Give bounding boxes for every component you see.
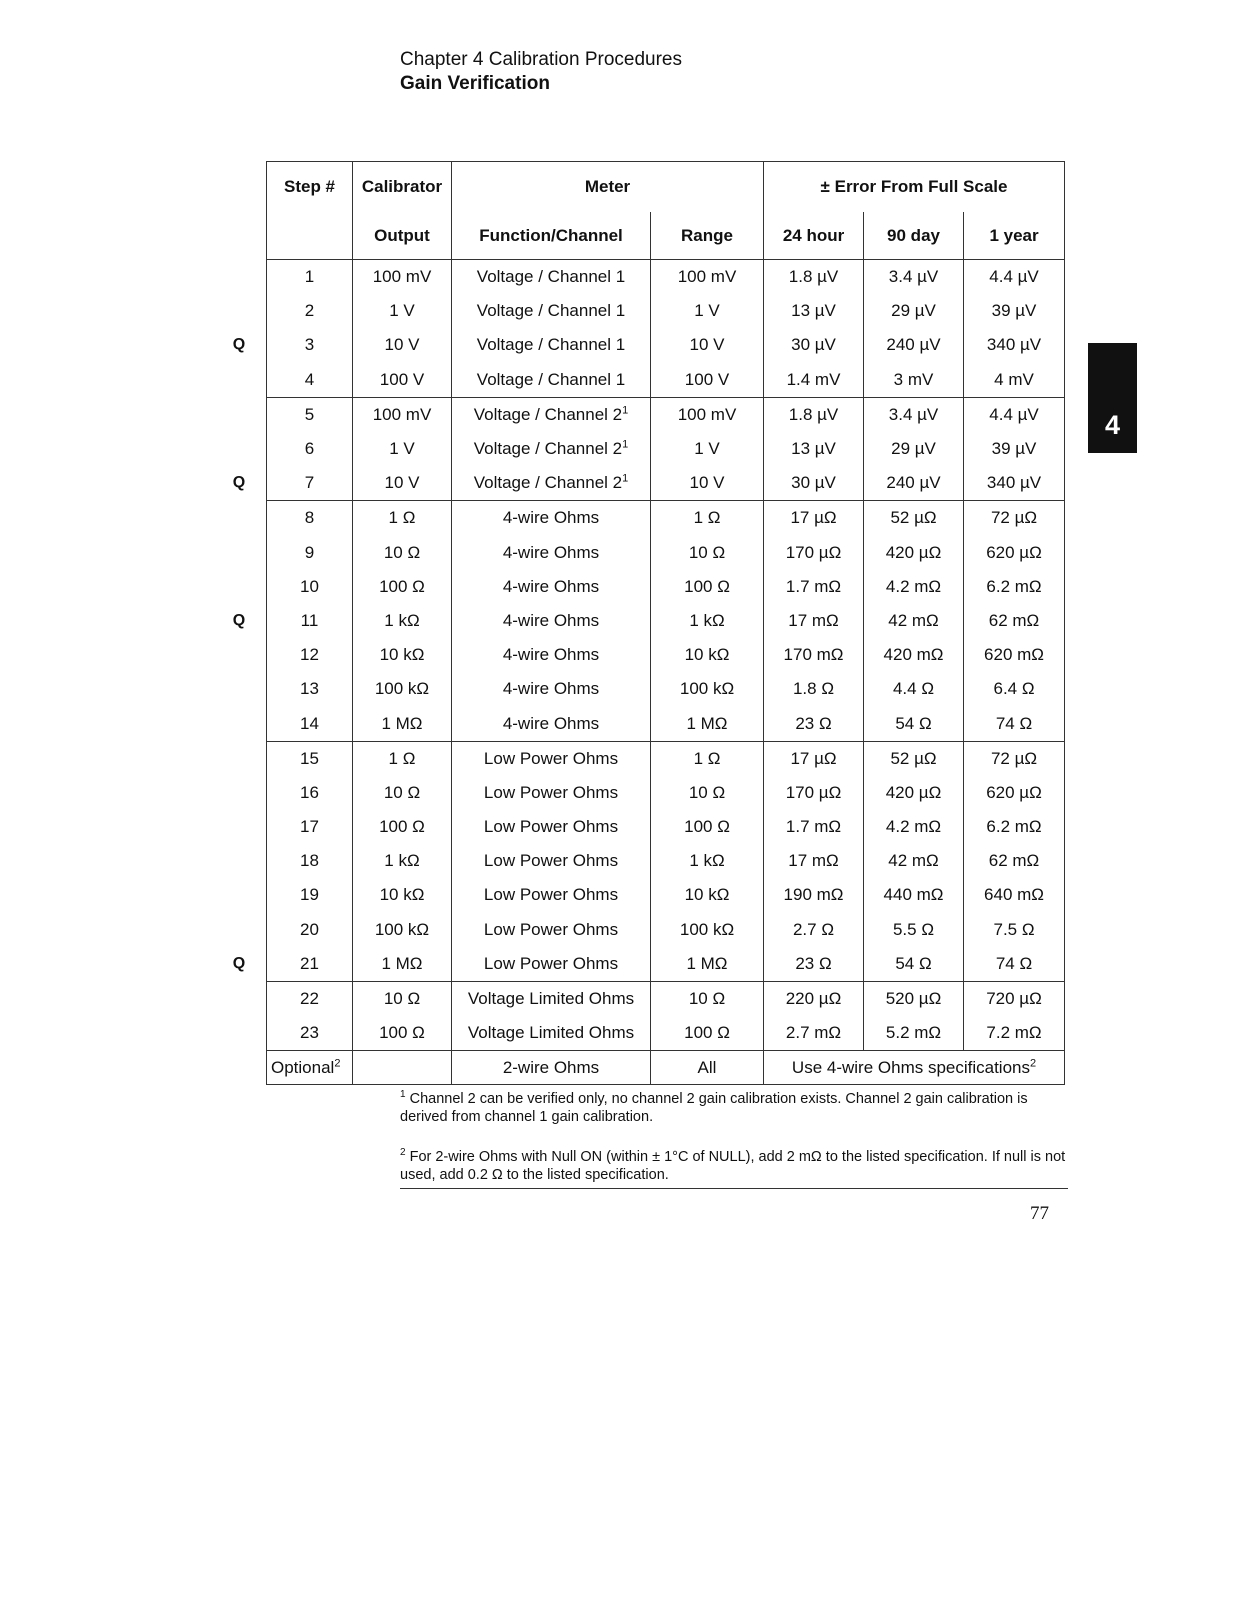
cell-range: 1 V (651, 432, 764, 466)
cell-h24: 13 µV (764, 432, 864, 466)
cell-d90: 52 µΩ (864, 741, 964, 776)
cell-y1: 620 mΩ (964, 638, 1065, 672)
cell-y1: 340 µV (964, 466, 1065, 501)
cell-output: 10 Ω (353, 776, 452, 810)
cell-output: 10 kΩ (353, 878, 452, 912)
cell-d90: 3.4 µV (864, 397, 964, 432)
cell-y1: 39 µV (964, 294, 1065, 328)
cell-y1: 6.2 mΩ (964, 570, 1065, 604)
cell-y1: 6.4 Ω (964, 672, 1065, 706)
table-row (267, 776, 1065, 810)
cell-d90: 54 Ω (864, 947, 964, 982)
cell-step: 3 (267, 328, 353, 362)
cell-d90: 420 µΩ (864, 536, 964, 570)
cell-step: 2 (267, 294, 353, 328)
cell-output: 100 mV (353, 260, 452, 295)
table-row (267, 1016, 1065, 1051)
table-row (267, 294, 1065, 328)
cell-h24: 2.7 Ω (764, 913, 864, 947)
cell-output: 100 kΩ (353, 672, 452, 706)
optional-step: Optional$^2$ (267, 1051, 353, 1085)
cell-h24: 170 µΩ (764, 536, 864, 570)
chapter-tab-marker: 4 (1088, 343, 1137, 453)
table-row (267, 706, 1065, 741)
cell-range: 100 kΩ (651, 913, 764, 947)
cell-h24: 1.8 µV (764, 260, 864, 295)
cell-output: 10 V (353, 466, 452, 501)
table-row (267, 260, 1065, 295)
chapter-title: Chapter 4 Calibration Procedures (400, 49, 682, 70)
cell-range: 10 Ω (651, 981, 764, 1016)
cell-step: 20 (267, 913, 353, 947)
cell-function: 4-wire Ohms (452, 501, 651, 536)
footnotes (400, 1086, 1070, 1202)
cell-step: 10 (267, 570, 353, 604)
table-row (267, 570, 1065, 604)
cell-step: 15 (267, 741, 353, 776)
cell-range: 1 MΩ (651, 706, 764, 741)
cell-d90: 520 µΩ (864, 981, 964, 1016)
cell-h24: 170 mΩ (764, 638, 864, 672)
cell-h24: 17 mΩ (764, 604, 864, 638)
cell-step: 9 (267, 536, 353, 570)
cell-function: Low Power Ohms (452, 844, 651, 878)
cell-d90: 3 mV (864, 363, 964, 398)
cell-range: 10 kΩ (651, 878, 764, 912)
cell-step: 17 (267, 810, 353, 844)
table-header (267, 162, 1065, 260)
table-row (267, 913, 1065, 947)
cell-function: 4-wire Ohms (452, 570, 651, 604)
cell-h24: 1.8 µV (764, 397, 864, 432)
cell-output: 1 V (353, 432, 452, 466)
table-group (267, 260, 1065, 398)
cell-y1: 7.2 mΩ (964, 1016, 1065, 1051)
cell-d90: 240 µV (864, 466, 964, 501)
cell-function: Low Power Ohms (452, 947, 651, 982)
table-row (267, 810, 1065, 844)
cell-function: Voltage / Channel $2^1$ (452, 432, 651, 466)
cell-y1: 7.5 Ω (964, 913, 1065, 947)
cell-range: 100 kΩ (651, 672, 764, 706)
table-group (267, 397, 1065, 501)
cell-output: 10 Ω (353, 536, 452, 570)
cell-d90: 5.5 Ω (864, 913, 964, 947)
cell-range: 100 mV (651, 397, 764, 432)
cell-output: 100 Ω (353, 570, 452, 604)
table-group (267, 501, 1065, 741)
cell-h24: 13 µV (764, 294, 864, 328)
cell-function: Voltage / Channel 1 (452, 363, 651, 398)
table-row (267, 947, 1065, 982)
cell-h24: 2.7 mΩ (764, 1016, 864, 1051)
optional-body (267, 1051, 1065, 1085)
cell-step: 5 (267, 397, 353, 432)
cell-step: 22 (267, 981, 353, 1016)
cell-step: 11 (267, 604, 353, 638)
cell-y1: 720 µΩ (964, 981, 1065, 1016)
cell-output: 1 Ω (353, 501, 452, 536)
gain-verification-table (266, 161, 1065, 1085)
header-24-hour: 24 hour (764, 212, 864, 260)
cell-function: Voltage / Channel $2^1$ (452, 466, 651, 501)
cell-output: 10 Ω (353, 981, 452, 1016)
table-group (267, 981, 1065, 1050)
table-row (267, 604, 1065, 638)
cell-range: 1 kΩ (651, 604, 764, 638)
page-header (400, 48, 682, 96)
cell-h24: 30 µV (764, 328, 864, 362)
table-row (267, 878, 1065, 912)
cell-step: 1 (267, 260, 353, 295)
page-number: 77 (1030, 1203, 1049, 1224)
header-step-blank (267, 212, 353, 260)
cell-function: Voltage / Channel 1 (452, 260, 651, 295)
header-meter: Meter (452, 162, 764, 213)
table-row (267, 466, 1065, 501)
table-row (267, 363, 1065, 398)
cell-h24: 220 µΩ (764, 981, 864, 1016)
header-output: Output (353, 212, 452, 260)
cell-function: Voltage Limited Ohms (452, 981, 651, 1016)
table-row (267, 397, 1065, 432)
cell-range: 100 V (651, 363, 764, 398)
footer-rule (400, 1188, 1068, 1189)
cell-function: Low Power Ohms (452, 776, 651, 810)
cell-function: Low Power Ohms (452, 810, 651, 844)
cell-h24: 17 µΩ (764, 501, 864, 536)
cell-d90: 54 Ω (864, 706, 964, 741)
header-90-day: 90 day (864, 212, 964, 260)
cell-d90: 5.2 mΩ (864, 1016, 964, 1051)
table-group (267, 741, 1065, 981)
quick-verify-marker: Q (232, 336, 246, 354)
cell-h24: 1.8 Ω (764, 672, 864, 706)
cell-function: 4-wire Ohms (452, 604, 651, 638)
cell-h24: 17 µΩ (764, 741, 864, 776)
cell-d90: 240 µV (864, 328, 964, 362)
cell-output: 100 V (353, 363, 452, 398)
cell-h24: 1.7 mΩ (764, 810, 864, 844)
cell-y1: 62 mΩ (964, 604, 1065, 638)
cell-d90: 4.2 mΩ (864, 570, 964, 604)
cell-d90: 420 µΩ (864, 776, 964, 810)
cell-step: 21 (267, 947, 353, 982)
cell-function: Low Power Ohms (452, 878, 651, 912)
table-row (267, 328, 1065, 362)
cell-output: 100 Ω (353, 1016, 452, 1051)
cell-output: 1 MΩ (353, 706, 452, 741)
cell-d90: 440 mΩ (864, 878, 964, 912)
cell-d90: 52 µΩ (864, 501, 964, 536)
cell-step: 19 (267, 878, 353, 912)
table-row (267, 638, 1065, 672)
cell-range: 100 Ω (651, 570, 764, 604)
header-range: Range (651, 212, 764, 260)
cell-range: 1 V (651, 294, 764, 328)
header-error: ± Error From Full Scale (764, 162, 1065, 213)
optional-output (353, 1051, 452, 1085)
cell-y1: 72 µΩ (964, 741, 1065, 776)
cell-range: 100 mV (651, 260, 764, 295)
cell-d90: 4.2 mΩ (864, 810, 964, 844)
quick-verify-marker: Q (232, 955, 246, 973)
cell-range: 1 MΩ (651, 947, 764, 982)
cell-y1: 640 mΩ (964, 878, 1065, 912)
cell-range: 1 kΩ (651, 844, 764, 878)
cell-y1: 39 µV (964, 432, 1065, 466)
cell-step: 16 (267, 776, 353, 810)
cell-y1: 340 µV (964, 328, 1065, 362)
cell-step: 4 (267, 363, 353, 398)
cell-h24: 170 µΩ (764, 776, 864, 810)
quick-verify-marker: Q (232, 611, 246, 629)
cell-d90: 420 mΩ (864, 638, 964, 672)
table-row (267, 741, 1065, 776)
table-row (267, 432, 1065, 466)
cell-output: 10 kΩ (353, 638, 452, 672)
cell-h24: 1.7 mΩ (764, 570, 864, 604)
cell-output: 1 Ω (353, 741, 452, 776)
cell-d90: 29 µV (864, 432, 964, 466)
cell-y1: 74 Ω (964, 706, 1065, 741)
cell-function: Voltage / Channel 1 (452, 328, 651, 362)
cell-y1: 4 mV (964, 363, 1065, 398)
header-calibrator: Calibrator (353, 162, 452, 213)
cell-range: 10 V (651, 466, 764, 501)
cell-y1: 4.4 µV (964, 260, 1065, 295)
table-row (267, 536, 1065, 570)
cell-output: 1 kΩ (353, 604, 452, 638)
section-title: Gain Verification (400, 73, 550, 94)
cell-step: 18 (267, 844, 353, 878)
cell-function: Low Power Ohms (452, 913, 651, 947)
optional-function: 2-wire Ohms (452, 1051, 651, 1085)
cell-step: 8 (267, 501, 353, 536)
cell-function: Voltage / Channel 1 (452, 294, 651, 328)
cell-y1: 6.2 mΩ (964, 810, 1065, 844)
footnote-2: $^2$ For 2-wire Ohms with Null ON (within ± 1°C of NULL), add 2 mΩ to the listed specification. If null is not used, add 0.2 Ω to the listed specification. (400, 1146, 1066, 1183)
cell-h24: 190 mΩ (764, 878, 864, 912)
cell-output: 100 kΩ (353, 913, 452, 947)
cell-step: 13 (267, 672, 353, 706)
cell-h24: 23 Ω (764, 706, 864, 741)
cell-d90: 42 mΩ (864, 604, 964, 638)
cell-range: 10 Ω (651, 536, 764, 570)
cell-step: 7 (267, 466, 353, 501)
cell-h24: 17 mΩ (764, 844, 864, 878)
header-step: Step # (267, 162, 353, 213)
cell-range: 100 Ω (651, 1016, 764, 1051)
cell-range: 1 Ω (651, 501, 764, 536)
optional-error: Use 4-wire Ohms specifications$^2$ (764, 1051, 1065, 1085)
cell-output: 1 V (353, 294, 452, 328)
cell-output: 1 kΩ (353, 844, 452, 878)
cell-function: 4-wire Ohms (452, 672, 651, 706)
cell-output: 1 MΩ (353, 947, 452, 982)
cell-output: 10 V (353, 328, 452, 362)
cell-function: 4-wire Ohms (452, 706, 651, 741)
table-row (267, 501, 1065, 536)
cell-step: 23 (267, 1016, 353, 1051)
cell-output: 100 Ω (353, 810, 452, 844)
cell-range: 100 Ω (651, 810, 764, 844)
optional-row (267, 1051, 1065, 1085)
table-row (267, 981, 1065, 1016)
table-row (267, 844, 1065, 878)
cell-d90: 3.4 µV (864, 260, 964, 295)
cell-y1: 4.4 µV (964, 397, 1065, 432)
cell-y1: 620 µΩ (964, 776, 1065, 810)
cell-y1: 62 mΩ (964, 844, 1065, 878)
cell-step: 14 (267, 706, 353, 741)
cell-range: 1 Ω (651, 741, 764, 776)
cell-h24: 23 Ω (764, 947, 864, 982)
cell-h24: 30 µV (764, 466, 864, 501)
cell-h24: 1.4 mV (764, 363, 864, 398)
table-row (267, 672, 1065, 706)
footnote-1: $^1$ Channel 2 can be verified only, no channel 2 gain calibration exists. Channel 2 gain calibration is derived from channel 1 gain calibration. (400, 1089, 1028, 1125)
cell-y1: 74 Ω (964, 947, 1065, 982)
cell-function: Voltage / Channel $2^1$ (452, 397, 651, 432)
cell-function: Low Power Ohms (452, 741, 651, 776)
cell-d90: 42 mΩ (864, 844, 964, 878)
cell-d90: 29 µV (864, 294, 964, 328)
cell-step: 12 (267, 638, 353, 672)
cell-y1: 620 µΩ (964, 536, 1065, 570)
header-function: Function/Channel (452, 212, 651, 260)
cell-range: 10 kΩ (651, 638, 764, 672)
cell-function: 4-wire Ohms (452, 638, 651, 672)
cell-y1: 72 µΩ (964, 501, 1065, 536)
cell-step: 6 (267, 432, 353, 466)
cell-range: 10 V (651, 328, 764, 362)
optional-range: All (651, 1051, 764, 1085)
cell-function: Voltage Limited Ohms (452, 1016, 651, 1051)
cell-d90: 4.4 Ω (864, 672, 964, 706)
cell-function: 4-wire Ohms (452, 536, 651, 570)
header-1-year: 1 year (964, 212, 1065, 260)
quick-verify-marker: Q (232, 474, 246, 492)
cell-output: 100 mV (353, 397, 452, 432)
cell-range: 10 Ω (651, 776, 764, 810)
